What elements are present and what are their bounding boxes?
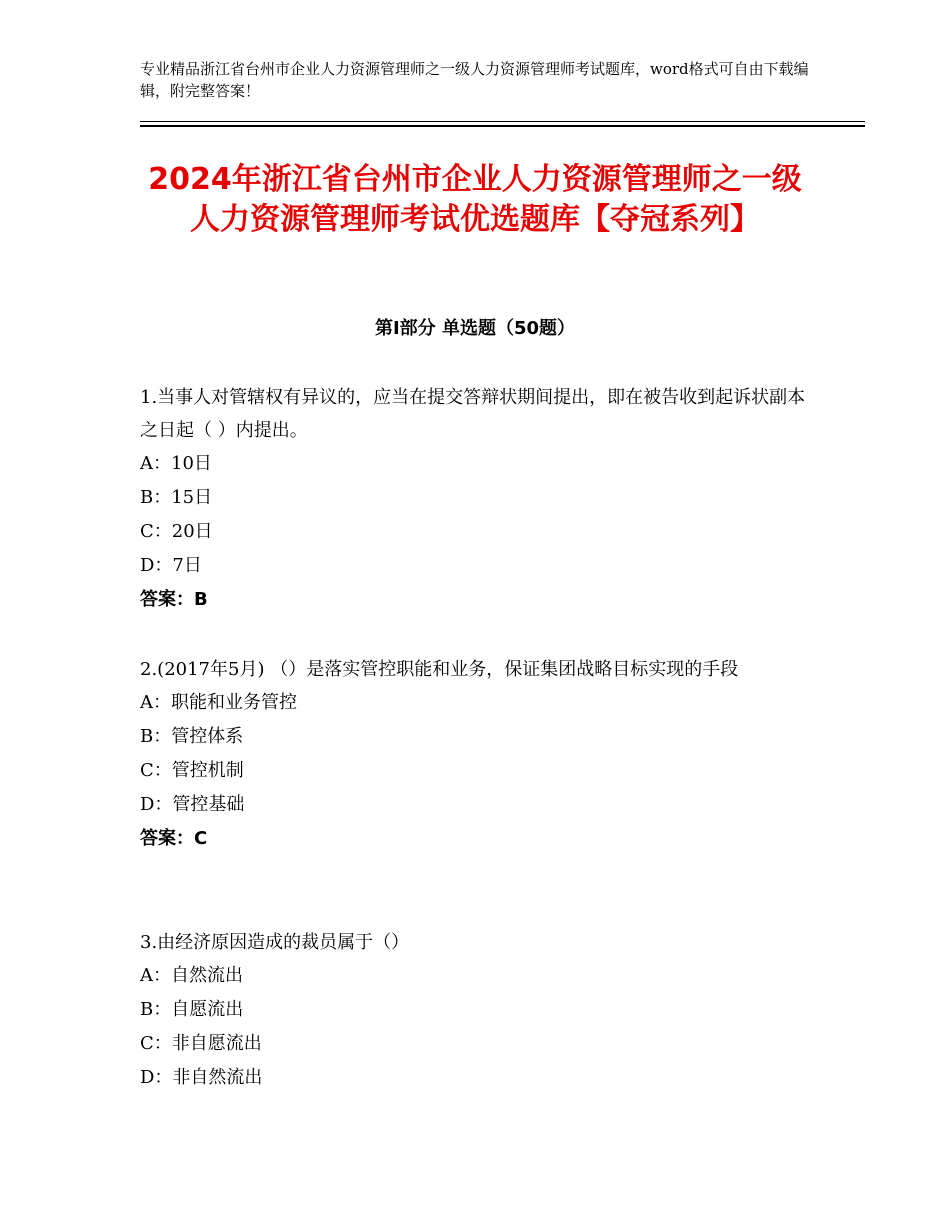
option-b: B：15日	[140, 487, 213, 508]
option-c: C：管控机制	[140, 760, 244, 781]
option-a: A：10日	[140, 453, 212, 474]
question-stem: 3.由经济原因造成的裁员属于（）	[140, 932, 410, 953]
option-d: D：管控基础	[140, 794, 245, 815]
option-b: B：自愿流出	[140, 999, 244, 1020]
answer: 答案：C	[140, 828, 208, 849]
option-c: C：20日	[140, 521, 213, 542]
question-2	[140, 653, 810, 856]
document-title: 2024年浙江省台州市企业人力资源管理师之一级人力资源管理师考试优选题库【夺冠系列】	[148, 162, 802, 237]
section-title: 第Ⅰ部分 单选题（50题）	[374, 318, 575, 339]
option-d: D：非自然流出	[140, 1067, 263, 1088]
header-rule-thin	[140, 121, 865, 122]
header-note: 专业精品浙江省台州市企业人力资源管理师之一级人力资源管理师考试题库，word格式可自由下载编辑，附完整答案！	[140, 60, 809, 100]
header-rule-thick	[140, 125, 865, 127]
question-stem: 2.(2017年5月) （）是落实管控职能和业务，保证集团战略目标实现的手段	[140, 659, 739, 680]
option-b: B：管控体系	[140, 726, 244, 747]
question-stem: 1.当事人对管辖权有异议的，应当在提交答辩状期间提出，即在被告收到起诉状副本之日起（ ）内提出。	[140, 387, 806, 441]
question-1	[140, 381, 810, 617]
option-a: A：自然流出	[140, 965, 243, 986]
option-a: A：职能和业务管控	[140, 692, 297, 713]
question-3	[140, 926, 810, 1095]
answer: 答案：B	[140, 589, 208, 610]
option-c: C：非自愿流出	[140, 1033, 262, 1054]
option-d: D：7日	[140, 555, 202, 576]
